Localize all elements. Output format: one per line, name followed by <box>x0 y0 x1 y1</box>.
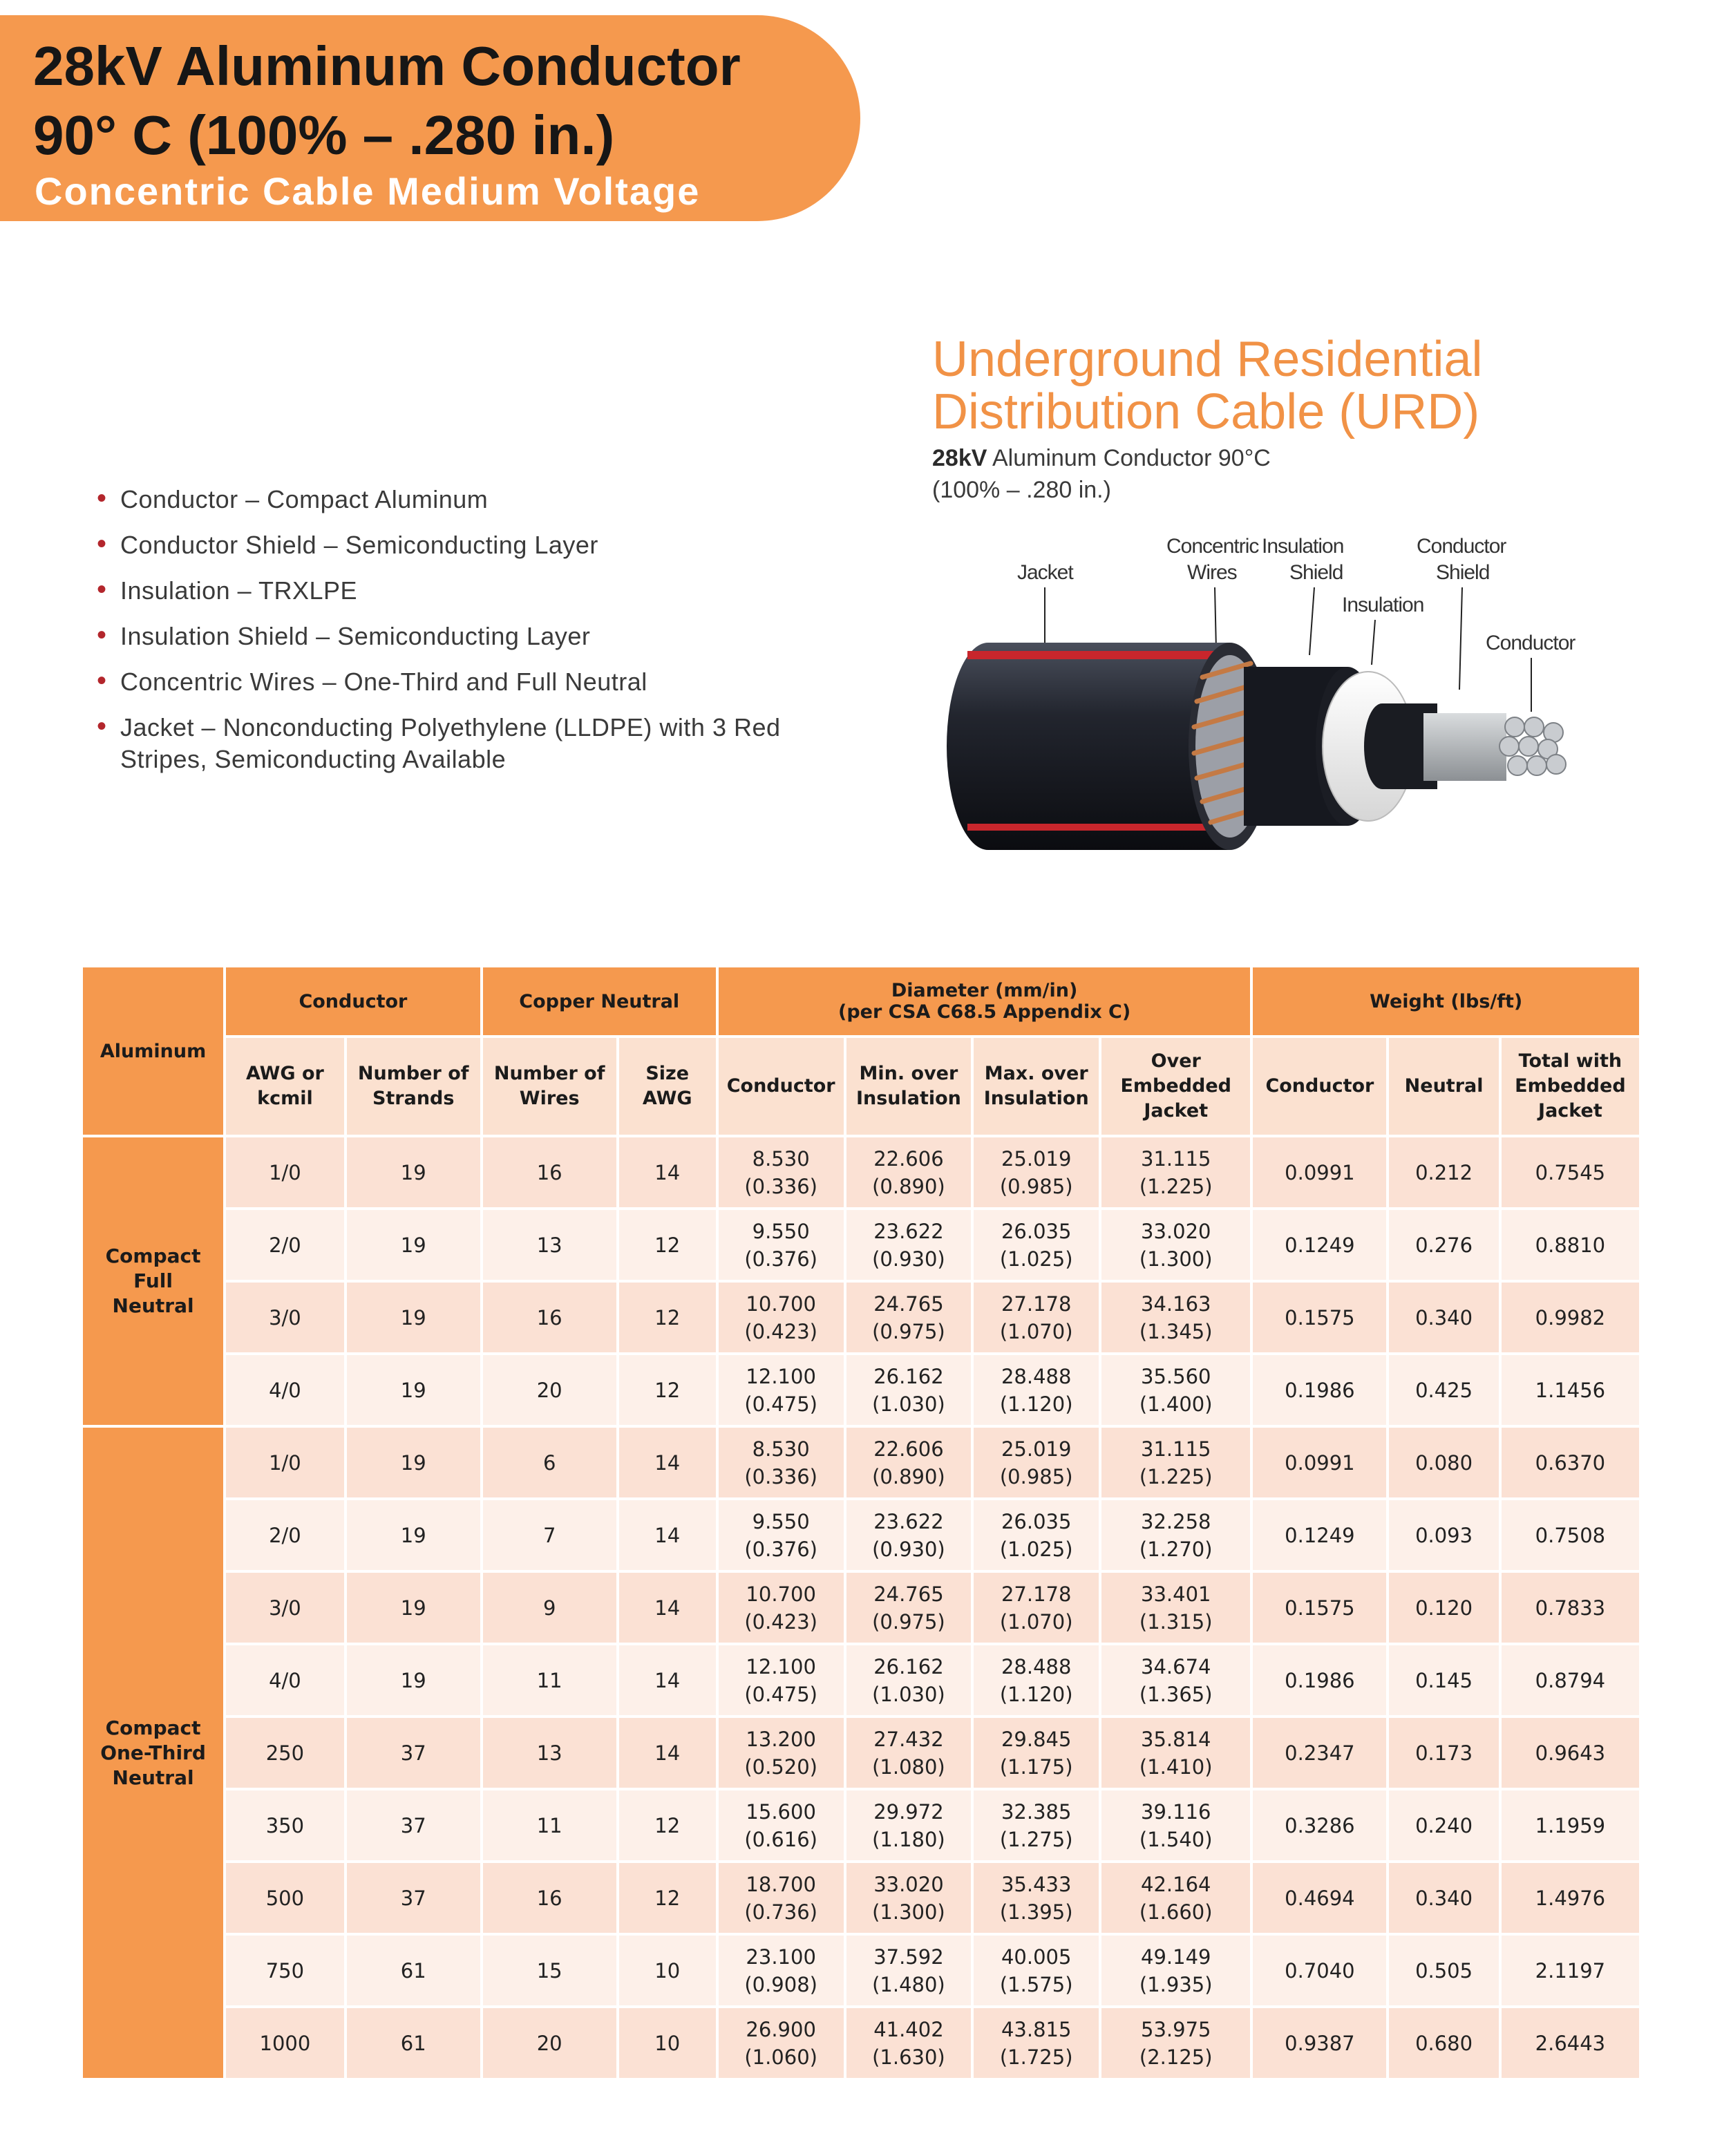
column-header: Size AWG <box>619 1038 716 1135</box>
label-jacket: Jacket <box>1017 561 1073 584</box>
table-cell: 19 <box>347 1428 480 1497</box>
urd-subheading: 28kV Aluminum Conductor 90°C (100% – .280 in.) <box>932 445 1271 503</box>
table-cell: 13 <box>483 1718 616 1788</box>
table-cell: 0.1249 <box>1253 1210 1386 1280</box>
table-cell: 0.505 <box>1389 1936 1498 2005</box>
table-cell: 12 <box>619 1283 716 1352</box>
table-cell: 26.162 (1.030) <box>846 1645 972 1715</box>
table-cell: 26.035 (1.025) <box>974 1210 1099 1280</box>
table-cell: 19 <box>347 1500 480 1570</box>
table-cell: 0.240 <box>1389 1790 1498 1860</box>
table-cell: 12 <box>619 1210 716 1280</box>
table-cell: 0.340 <box>1389 1283 1498 1352</box>
table-cell: 16 <box>483 1137 616 1207</box>
bullet-icon: • <box>97 574 107 605</box>
table-cell: 0.7833 <box>1502 1573 1639 1643</box>
table-cell: 39.116 (1.540) <box>1101 1790 1250 1860</box>
title-banner <box>0 15 860 221</box>
table-cell: 12 <box>619 1863 716 1933</box>
table-cell: 0.7508 <box>1502 1500 1639 1570</box>
table-cell: 23.622 (0.930) <box>846 1500 972 1570</box>
feature-item: • Concentric Wires – One-Third and Full Neutral <box>97 665 647 696</box>
table-cell: 12.100 (0.475) <box>719 1645 844 1715</box>
table-cell: 14 <box>619 1718 716 1788</box>
table-cell: 43.815 (1.725) <box>974 2008 1099 2078</box>
table-cell: 0.4694 <box>1253 1863 1386 1933</box>
table-cell: 10 <box>619 2008 716 2078</box>
table-cell: 2.6443 <box>1502 2008 1639 2078</box>
table-cell: 32.385 (1.275) <box>974 1790 1099 1860</box>
table-cell: 10 <box>619 1936 716 2005</box>
table-cell: 26.162 (1.030) <box>846 1355 972 1425</box>
table-cell: 11 <box>483 1645 616 1715</box>
table-cell: 0.276 <box>1389 1210 1498 1280</box>
table-cell: 40.005 (1.575) <box>974 1936 1099 2005</box>
table-cell: 35.433 (1.395) <box>974 1863 1099 1933</box>
table-cell: 0.212 <box>1389 1137 1498 1207</box>
table-cell: 42.164 (1.660) <box>1101 1863 1250 1933</box>
table-cell: 10.700 (0.423) <box>719 1573 844 1643</box>
jacket-body <box>947 643 1230 850</box>
table-cell: 9.550 (0.376) <box>719 1500 844 1570</box>
table-cell: 28.488 (1.120) <box>974 1645 1099 1715</box>
table-cell: 16 <box>483 1863 616 1933</box>
table-cell: 0.3286 <box>1253 1790 1386 1860</box>
table-cell: 19 <box>347 1137 480 1207</box>
table-cell: 29.845 (1.175) <box>974 1718 1099 1788</box>
table-cell: 0.1575 <box>1253 1573 1386 1643</box>
label-concentric-wires-2: Wires <box>1187 561 1237 584</box>
table-cell: 32.258 (1.270) <box>1101 1500 1250 1570</box>
table-cell: 0.0991 <box>1253 1137 1386 1207</box>
urd-heading: Underground Residential Distribution Cable (URD) <box>932 332 1483 439</box>
label-conductor: Conductor <box>1486 632 1575 654</box>
table-cell: 0.9387 <box>1253 2008 1386 2078</box>
table-cell: 53.975 (2.125) <box>1101 2008 1250 2078</box>
label-conductor-shield-1: Conductor <box>1417 535 1506 558</box>
conductor-strands <box>1499 717 1566 775</box>
table-cell: 19 <box>347 1573 480 1643</box>
table-row <box>83 1718 1639 1788</box>
spec-table <box>80 965 1642 2081</box>
column-header: Number of Strands <box>347 1038 480 1135</box>
table-cell: 61 <box>347 1936 480 2005</box>
row-group-label: Compact Full Neutral <box>83 1137 223 1425</box>
table-cell: 0.173 <box>1389 1718 1498 1788</box>
conductor-body <box>1423 713 1506 781</box>
table-cell: 27.178 (1.070) <box>974 1573 1099 1643</box>
table-cell: 0.080 <box>1389 1428 1498 1497</box>
table-row <box>83 1790 1639 1860</box>
table-cell: 25.019 (0.985) <box>974 1428 1099 1497</box>
feature-item: • Jacket – Nonconducting Polyethylene (LLDPE) with 3 Red Stripes, Semiconducting Available <box>97 711 781 773</box>
table-cell: 19 <box>347 1210 480 1280</box>
table-cell: 2/0 <box>226 1500 344 1570</box>
label-insulation-shield-2: Shield <box>1289 561 1343 584</box>
table-cell: 0.9982 <box>1502 1283 1639 1352</box>
table-cell: 0.7040 <box>1253 1936 1386 2005</box>
table-cell: 0.340 <box>1389 1863 1498 1933</box>
column-header: Max. over Insulation <box>974 1038 1099 1135</box>
header-aluminum: Aluminum <box>83 967 223 1135</box>
table-cell: 24.765 (0.975) <box>846 1573 972 1643</box>
table-cell: 4/0 <box>226 1355 344 1425</box>
red-stripe <box>967 651 1230 659</box>
spec-table-wrapper <box>80 965 1642 2081</box>
table-row <box>83 1210 1639 1280</box>
table-cell: 33.401 (1.315) <box>1101 1573 1250 1643</box>
table-cell: 35.814 (1.410) <box>1101 1718 1250 1788</box>
table-cell: 6 <box>483 1428 616 1497</box>
header-weight: Weight (lbs/ft) <box>1253 967 1639 1035</box>
table-row <box>83 2008 1639 2078</box>
bullet-icon: • <box>97 665 107 696</box>
table-cell: 9.550 (0.376) <box>719 1210 844 1280</box>
column-header: Conductor <box>1253 1038 1386 1135</box>
column-header: Over Embedded Jacket <box>1101 1038 1250 1135</box>
table-cell: 0.2347 <box>1253 1718 1386 1788</box>
table-cell: 2.1197 <box>1502 1936 1639 2005</box>
table-cell: 0.8810 <box>1502 1210 1639 1280</box>
table-cell: 0.9643 <box>1502 1718 1639 1788</box>
table-row <box>83 1137 1639 1207</box>
feature-item: • Insulation – TRXLPE <box>97 574 358 605</box>
table-row <box>83 1500 1639 1570</box>
table-cell: 1/0 <box>226 1137 344 1207</box>
feature-item: • Insulation Shield – Semiconducting Layer <box>97 620 591 650</box>
feature-item: • Conductor Shield – Semiconducting Layer <box>97 529 598 559</box>
table-cell: 10.700 (0.423) <box>719 1283 844 1352</box>
table-cell: 23.100 (0.908) <box>719 1936 844 2005</box>
table-row <box>83 1645 1639 1715</box>
table-cell: 3/0 <box>226 1283 344 1352</box>
table-cell: 22.606 (0.890) <box>846 1137 972 1207</box>
table-cell: 23.622 (0.930) <box>846 1210 972 1280</box>
table-cell: 24.765 (0.975) <box>846 1283 972 1352</box>
table-cell: 0.7545 <box>1502 1137 1639 1207</box>
column-header: Neutral <box>1389 1038 1498 1135</box>
table-cell: 34.674 (1.365) <box>1101 1645 1250 1715</box>
table-cell: 2/0 <box>226 1210 344 1280</box>
table-cell: 0.1249 <box>1253 1500 1386 1570</box>
table-row <box>83 1355 1639 1425</box>
table-cell: 1.1456 <box>1502 1355 1639 1425</box>
table-cell: 1000 <box>226 2008 344 2078</box>
conductor-shield-end <box>1364 703 1400 789</box>
table-cell: 750 <box>226 1936 344 2005</box>
table-cell: 15.600 (0.616) <box>719 1790 844 1860</box>
table-cell: 19 <box>347 1645 480 1715</box>
table-row <box>83 1863 1639 1933</box>
table-cell: 0.1986 <box>1253 1645 1386 1715</box>
table-cell: 500 <box>226 1863 344 1933</box>
table-cell: 8.530 (0.336) <box>719 1428 844 1497</box>
feature-list <box>97 484 898 789</box>
header-diameter: Diameter (mm/in) (per CSA C68.5 Appendix C) <box>719 967 1251 1035</box>
table-cell: 22.606 (0.890) <box>846 1428 972 1497</box>
table-cell: 31.115 (1.225) <box>1101 1428 1250 1497</box>
table-cell: 14 <box>619 1428 716 1497</box>
bullet-icon: • <box>97 529 107 559</box>
table-cell: 14 <box>619 1645 716 1715</box>
table-body <box>83 1137 1639 2078</box>
header-copper-neutral: Copper Neutral <box>483 967 716 1035</box>
table-cell: 15 <box>483 1936 616 2005</box>
table-cell: 28.488 (1.120) <box>974 1355 1099 1425</box>
table-cell: 41.402 (1.630) <box>846 2008 972 2078</box>
table-cell: 0.425 <box>1389 1355 1498 1425</box>
table-cell: 49.149 (1.935) <box>1101 1936 1250 2005</box>
table-cell: 19 <box>347 1355 480 1425</box>
table-cell: 0.1986 <box>1253 1355 1386 1425</box>
table-cell: 7 <box>483 1500 616 1570</box>
table-cell: 35.560 (1.400) <box>1101 1355 1250 1425</box>
table-cell: 13.200 (0.520) <box>719 1718 844 1788</box>
column-header: Total with Embedded Jacket <box>1502 1038 1639 1135</box>
column-header: Conductor <box>719 1038 844 1135</box>
table-cell: 20 <box>483 2008 616 2078</box>
red-stripe <box>967 824 1230 831</box>
table-cell: 33.020 (1.300) <box>846 1863 972 1933</box>
table-cell: 1.1959 <box>1502 1790 1639 1860</box>
table-cell: 26.900 (1.060) <box>719 2008 844 2078</box>
table-cell: 37 <box>347 1790 480 1860</box>
table-cell: 0.6370 <box>1502 1428 1639 1497</box>
table-cell: 33.020 (1.300) <box>1101 1210 1250 1280</box>
table-cell: 0.145 <box>1389 1645 1498 1715</box>
table-cell: 29.972 (1.180) <box>846 1790 972 1860</box>
table-cell: 4/0 <box>226 1645 344 1715</box>
column-header: AWG or kcmil <box>226 1038 344 1135</box>
table-cell: 0.0991 <box>1253 1428 1386 1497</box>
table-cell: 0.680 <box>1389 2008 1498 2078</box>
table-row <box>83 1573 1639 1643</box>
table-cell: 61 <box>347 2008 480 2078</box>
table-cell: 0.093 <box>1389 1500 1498 1570</box>
table-cell: 34.163 (1.345) <box>1101 1283 1250 1352</box>
bullet-icon: • <box>97 483 107 513</box>
label-insulation: Insulation <box>1342 594 1424 616</box>
bullet-icon: • <box>97 711 107 741</box>
table-cell: 14 <box>619 1137 716 1207</box>
table-cell: 37.592 (1.480) <box>846 1936 972 2005</box>
subheader-row <box>83 1038 1639 1135</box>
table-cell: 18.700 (0.736) <box>719 1863 844 1933</box>
table-cell: 14 <box>619 1500 716 1570</box>
table-cell: 27.178 (1.070) <box>974 1283 1099 1352</box>
table-row <box>83 1283 1639 1352</box>
label-conductor-shield-2: Shield <box>1436 561 1490 584</box>
table-cell: 1.4976 <box>1502 1863 1639 1933</box>
column-header: Number of Wires <box>483 1038 616 1135</box>
page-subtitle: Concentric Cable Medium Voltage <box>35 169 701 213</box>
header-conductor: Conductor <box>226 967 480 1035</box>
table-cell: 25.019 (0.985) <box>974 1137 1099 1207</box>
table-cell: 350 <box>226 1790 344 1860</box>
table-cell: 0.120 <box>1389 1573 1498 1643</box>
table-cell: 3/0 <box>226 1573 344 1643</box>
table-cell: 20 <box>483 1355 616 1425</box>
table-cell: 12 <box>619 1790 716 1860</box>
page-title-line-2: 90° C (100% – .280 in.) <box>33 104 615 166</box>
table-row <box>83 1428 1639 1497</box>
feature-item: • Conductor – Compact Aluminum <box>97 483 489 513</box>
table-cell: 14 <box>619 1573 716 1643</box>
column-header: Min. over Insulation <box>846 1038 972 1135</box>
table-cell: 19 <box>347 1283 480 1352</box>
bullet-icon: • <box>97 620 107 650</box>
label-insulation-shield-1: Insulation <box>1262 535 1344 558</box>
table-row <box>83 1936 1639 2005</box>
cable-diagram <box>940 532 1603 864</box>
table-cell: 13 <box>483 1210 616 1280</box>
table-cell: 31.115 (1.225) <box>1101 1137 1250 1207</box>
table-cell: 37 <box>347 1863 480 1933</box>
label-concentric-wires-1: Concentric <box>1166 535 1259 558</box>
table-cell: 250 <box>226 1718 344 1788</box>
table-cell: 12.100 (0.475) <box>719 1355 844 1425</box>
table-cell: 0.8794 <box>1502 1645 1639 1715</box>
table-cell: 0.1575 <box>1253 1283 1386 1352</box>
table-cell: 12 <box>619 1355 716 1425</box>
page-title-line-1: 28kV Aluminum Conductor <box>33 35 741 97</box>
row-group-label: Compact One-Third Neutral <box>83 1428 223 2078</box>
table-cell: 1/0 <box>226 1428 344 1497</box>
table-cell: 16 <box>483 1283 616 1352</box>
table-cell: 8.530 (0.336) <box>719 1137 844 1207</box>
table-cell: 37 <box>347 1718 480 1788</box>
table-cell: 9 <box>483 1573 616 1643</box>
table-cell: 11 <box>483 1790 616 1860</box>
table-cell: 27.432 (1.080) <box>846 1718 972 1788</box>
table-cell: 26.035 (1.025) <box>974 1500 1099 1570</box>
